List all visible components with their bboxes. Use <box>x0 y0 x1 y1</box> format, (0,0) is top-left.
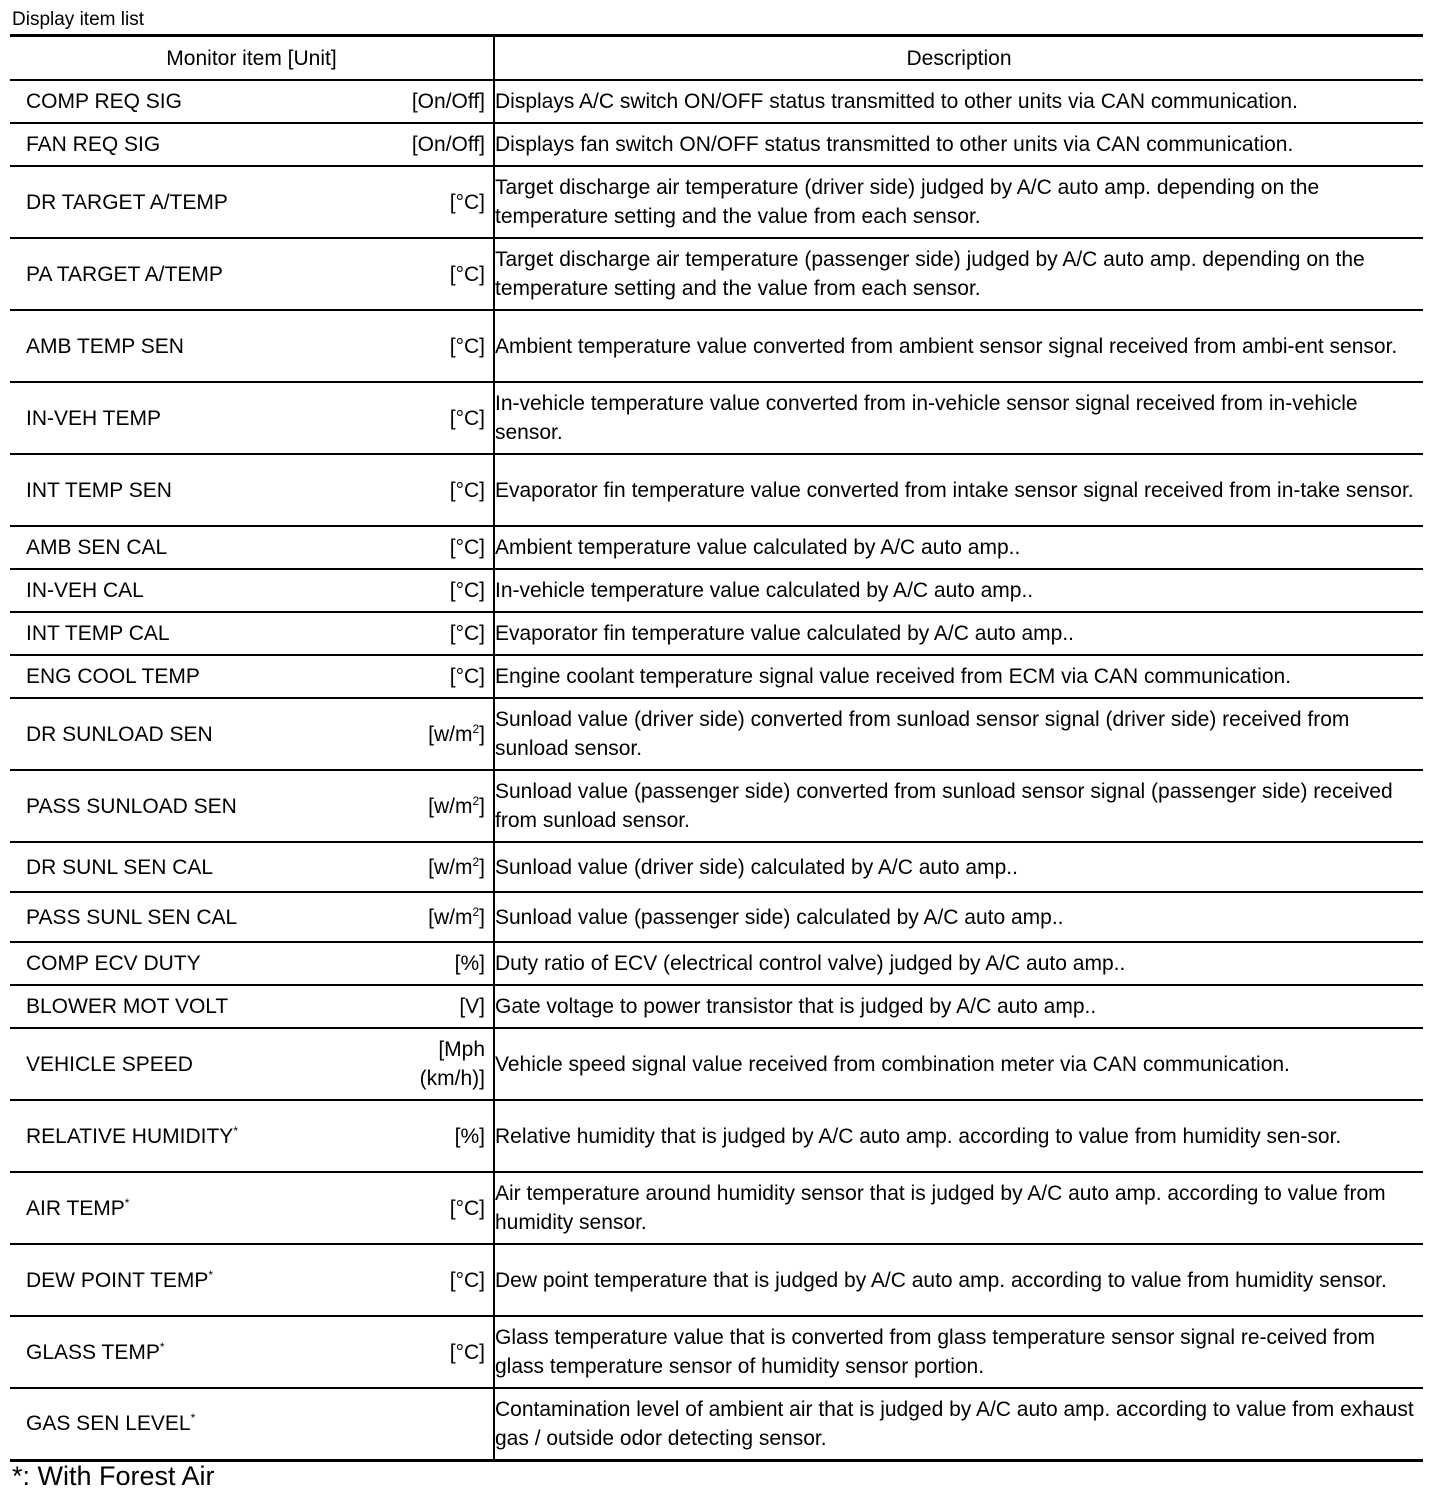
table-caption: Display item list <box>12 9 144 30</box>
description-cell: Sunload value (passenger side) converted from sunload sensor signal (passenger side) received from sunload sensor. <box>494 770 1423 842</box>
table-row <box>10 985 1423 1028</box>
monitor-item-name: AIR TEMP* <box>26 1195 130 1220</box>
monitor-item-name: IN-VEH TEMP <box>26 406 161 430</box>
monitor-item-unit: [°C] <box>449 665 485 688</box>
monitor-item-cell <box>10 655 494 698</box>
monitor-item-name: IN-VEH CAL <box>26 579 144 602</box>
header-description: Description <box>494 36 1423 81</box>
description-cell: Sunload value (driver side) converted from sunload sensor signal (driver side) received from sunload sensor. <box>494 698 1423 770</box>
description-cell: Glass temperature value that is converted from glass temperature sensor signal re-ceived from glass temperature sensor of humidity sensor portion. <box>494 1316 1423 1388</box>
table-row <box>10 770 1423 842</box>
table-row <box>10 454 1423 526</box>
monitor-item-name: BLOWER MOT VOLT <box>26 995 229 1018</box>
monitor-item-name: COMP ECV DUTY <box>26 952 201 975</box>
monitor-item-cell <box>10 985 494 1028</box>
table-row <box>10 569 1423 612</box>
monitor-item-cell <box>10 1316 494 1388</box>
forest-air-marker: * <box>190 1411 196 1426</box>
description-cell: Ambient temperature value converted from ambient sensor signal received from ambi-ent sensor. <box>494 310 1423 382</box>
monitor-item-unit: [°C] <box>449 190 485 214</box>
monitor-item-name: PASS SUNLOAD SEN <box>26 794 237 818</box>
monitor-item-unit: [°C] <box>449 1196 485 1220</box>
monitor-item-name: DEW POINT TEMP* <box>26 1267 214 1292</box>
monitor-item-name: INT TEMP CAL <box>26 622 170 645</box>
monitor-item-name: GLASS TEMP* <box>26 1339 165 1364</box>
monitor-item-cell <box>10 382 494 454</box>
description-cell: Vehicle speed signal value received from combination meter via CAN communication. <box>494 1028 1423 1100</box>
monitor-item-cell <box>10 942 494 985</box>
monitor-item-cell <box>10 80 494 123</box>
description-cell: In-vehicle temperature value calculated by A/C auto amp.. <box>494 569 1423 612</box>
monitor-item-name: DR SUNLOAD SEN <box>26 722 213 746</box>
forest-air-marker: * <box>233 1123 238 1138</box>
monitor-item-name: INT TEMP SEN <box>26 478 172 502</box>
monitor-item-unit: $[w/m^2]$ <box>428 721 485 746</box>
description-cell: Displays fan switch ON/OFF status transmitted to other units via CAN communication. <box>494 123 1423 166</box>
table-row <box>10 698 1423 770</box>
table-row <box>10 942 1423 985</box>
monitor-item-cell <box>10 842 494 892</box>
description-cell: Gate voltage to power transistor that is judged by A/C auto amp.. <box>494 985 1423 1028</box>
monitor-item-cell <box>10 569 494 612</box>
monitor-item-cell <box>10 526 494 569</box>
monitor-item-unit: [On/Off] <box>411 133 485 156</box>
description-cell: Displays A/C switch ON/OFF status transmitted to other units via CAN communication. <box>494 80 1423 123</box>
monitor-item-unit: [°C] <box>449 406 485 430</box>
description-cell: Target discharge air temperature (driver side) judged by A/C auto amp. depending on the temperature setting and the value from each sensor. <box>494 166 1423 238</box>
monitor-item-name: GAS SEN LEVEL* <box>26 1411 196 1436</box>
monitor-item-unit: $[w/m^2]$ <box>428 793 485 818</box>
description-cell: Evaporator fin temperature value calculated by A/C auto amp.. <box>494 612 1423 655</box>
monitor-item-unit: [°C] <box>449 1340 485 1364</box>
table-row <box>10 1100 1423 1172</box>
forest-air-marker: * <box>208 1267 214 1282</box>
monitor-item-cell <box>10 454 494 526</box>
monitor-item-cell <box>10 1244 494 1316</box>
table-row <box>10 1316 1423 1388</box>
monitor-item-name: ENG COOL TEMP <box>26 665 200 688</box>
monitor-item-cell <box>10 770 494 842</box>
monitor-item-name: PA TARGET A/TEMP <box>26 262 223 286</box>
description-cell: Dew point temperature that is judged by A/C auto amp. according to value from humidity sensor. <box>494 1244 1423 1316</box>
monitor-item-cell <box>10 166 494 238</box>
monitor-item-unit: [°C] <box>449 622 485 645</box>
monitor-item-cell <box>10 310 494 382</box>
monitor-item-cell <box>10 1388 494 1460</box>
monitor-item-unit: $[w/m^2]$ <box>428 854 485 879</box>
monitor-item-cell <box>10 612 494 655</box>
description-cell: In-vehicle temperature value converted from in-vehicle sensor signal received from in-vehicle sensor. <box>494 382 1423 454</box>
display-item-table <box>10 34 1423 1462</box>
table-row <box>10 166 1423 238</box>
description-cell: Relative humidity that is judged by A/C auto amp. according to value from humidity sen-sor. <box>494 1100 1423 1172</box>
description-cell: Evaporator fin temperature value converted from intake sensor signal received from in-take sensor. <box>494 454 1423 526</box>
monitor-item-name: AMB SEN CAL <box>26 536 168 559</box>
table-row <box>10 1244 1423 1316</box>
monitor-item-unit: [°C] <box>449 579 485 602</box>
table-row <box>10 123 1423 166</box>
monitor-item-name: DR TARGET A/TEMP <box>26 190 228 214</box>
table-row <box>10 1388 1423 1460</box>
table-row <box>10 310 1423 382</box>
monitor-item-name: VEHICLE SPEED <box>26 1052 193 1076</box>
monitor-item-cell <box>10 238 494 310</box>
monitor-item-name: FAN REQ SIG <box>26 133 161 156</box>
table-row <box>10 382 1423 454</box>
monitor-item-unit: [V] <box>459 995 485 1018</box>
table-row <box>10 655 1423 698</box>
monitor-item-name: PASS SUNL SEN CAL <box>26 905 238 929</box>
table-row <box>10 238 1423 310</box>
footnote: *: With Forest Air <box>12 1461 215 1491</box>
description-cell: Engine coolant temperature signal value received from ECM via CAN communication. <box>494 655 1423 698</box>
monitor-item-cell <box>10 892 494 942</box>
monitor-item-unit: [%] <box>454 1124 485 1148</box>
table-body <box>10 80 1423 1460</box>
monitor-item-unit: [°C] <box>449 334 485 358</box>
table-row <box>10 612 1423 655</box>
description-cell: Sunload value (driver side) calculated by A/C auto amp.. <box>494 842 1423 892</box>
monitor-item-name: DR SUNL SEN CAL <box>26 855 214 879</box>
monitor-item-cell <box>10 1172 494 1244</box>
description-cell: Ambient temperature value calculated by A/C auto amp.. <box>494 526 1423 569</box>
monitor-item-unit: [°C] <box>449 262 485 286</box>
monitor-item-cell <box>10 123 494 166</box>
monitor-item-cell <box>10 1028 494 1100</box>
monitor-item-unit: [Mph (km/h)] <box>419 1038 485 1090</box>
table-row <box>10 892 1423 942</box>
monitor-item-name: COMP REQ SIG <box>26 90 182 113</box>
header-monitor-item: Monitor item [Unit] <box>10 36 494 81</box>
monitor-item-unit: [°C] <box>449 536 485 559</box>
monitor-item-name: RELATIVE HUMIDITY* <box>26 1123 238 1148</box>
monitor-item-unit: [%] <box>454 952 485 975</box>
forest-air-marker: * <box>159 1339 165 1354</box>
monitor-item-cell <box>10 1100 494 1172</box>
forest-air-marker: * <box>124 1195 130 1210</box>
monitor-item-unit: $[w/m^2]$ <box>428 904 485 929</box>
description-cell: Contamination level of ambient air that is judged by A/C auto amp. according to value from exhaust gas / outside odor detecting sensor. <box>495 1397 1414 1450</box>
table-row <box>10 1172 1423 1244</box>
description-cell: Duty ratio of ECV (electrical control valve) judged by A/C auto amp.. <box>494 942 1423 985</box>
monitor-item-name: AMB TEMP SEN <box>26 334 184 358</box>
table-header-row <box>10 36 1423 81</box>
monitor-item-cell <box>10 698 494 770</box>
table-row <box>10 526 1423 569</box>
monitor-item-unit: [°C] <box>449 478 485 502</box>
description-cell: Sunload value (passenger side) calculated by A/C auto amp.. <box>494 892 1423 942</box>
monitor-item-unit: [On/Off] <box>411 90 485 113</box>
table-row <box>10 842 1423 892</box>
monitor-item-unit: [°C] <box>449 1268 485 1292</box>
description-cell: Air temperature around humidity sensor that is judged by A/C auto amp. according to value from humidity sensor. <box>494 1172 1423 1244</box>
description-cell: Target discharge air temperature (passenger side) judged by A/C auto amp. depending on the temperature setting and the value from each sensor. <box>494 238 1423 310</box>
table-row <box>10 80 1423 123</box>
table-row <box>10 1028 1423 1100</box>
